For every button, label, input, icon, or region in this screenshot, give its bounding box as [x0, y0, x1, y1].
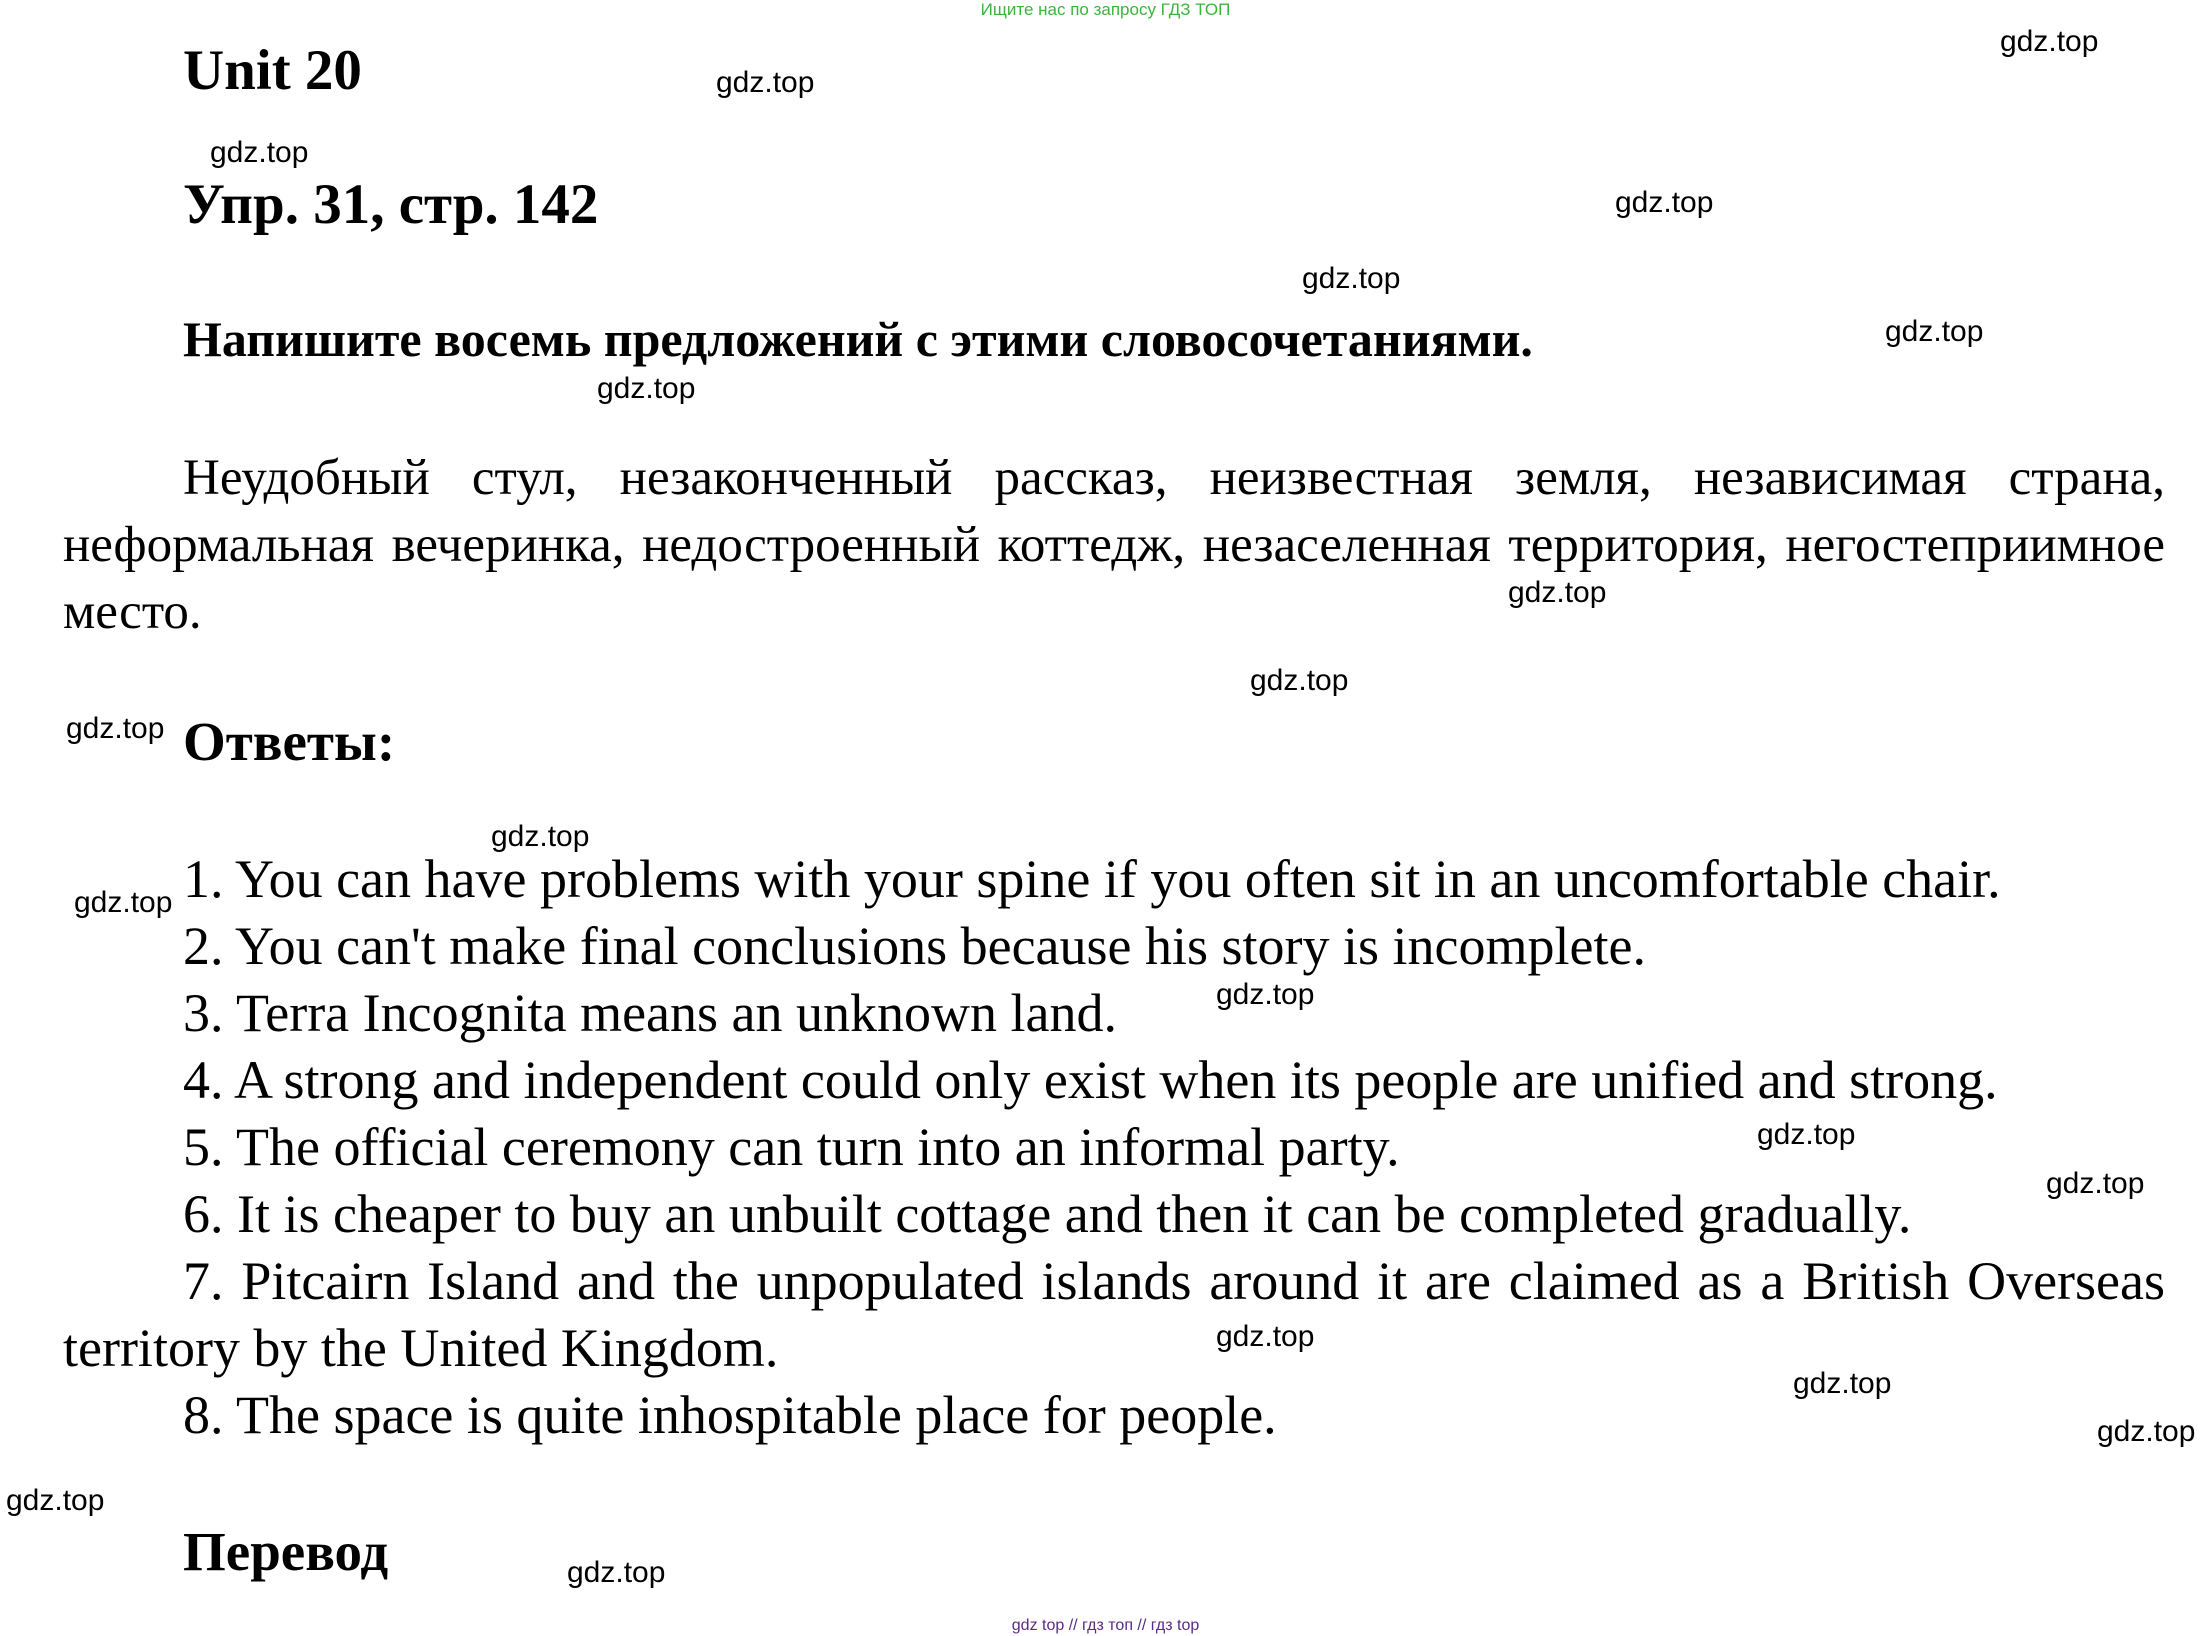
watermark: gdz.top [1250, 664, 1349, 697]
answers-title: Ответы: [183, 711, 396, 772]
watermark: gdz.top [1885, 315, 1984, 348]
answer-1: 1. You can have problems with your spine if you often sit in an uncomfortable chair. [183, 849, 2001, 909]
header-note: Ищите нас по запросу ГДЗ ТОП [980, 0, 1231, 19]
watermark: gdz.top [1508, 576, 1607, 609]
watermark: gdz.top [6, 1484, 105, 1517]
watermark: gdz.top [1793, 1367, 1892, 1400]
answer-7: 7. Pitcairn Island and the unpopulated islands around it are claimed as a British Overseas territory by the United Kingdom. [63, 1251, 2165, 1378]
watermark: gdz.top [74, 886, 173, 919]
answer-2: 2. You can't make final conclusions because his story is incomplete. [183, 916, 1646, 976]
watermark: gdz.top [1757, 1118, 1856, 1151]
watermark: gdz.top [716, 66, 815, 99]
answer-8: 8. The space is quite inhospitable place for people. [183, 1385, 1277, 1445]
answer-5: 5. The official ceremony can turn into an informal party. [183, 1117, 1400, 1177]
exercise-title: Упр. 31, стр. 142 [183, 173, 599, 236]
unit-title: Unit 20 [183, 39, 362, 102]
translation-title: Перевод [183, 1521, 389, 1582]
watermark: gdz.top [1216, 978, 1315, 1011]
task-body: Неудобный стул, незаконченный рассказ, неизвестная земля, независимая страна, неформальная вечеринка, недостроенный коттедж, незаселенная территория, негостеприимное место. [63, 450, 2165, 640]
watermark: gdz.top [567, 1556, 666, 1589]
watermark: gdz.top [210, 136, 309, 169]
watermark: gdz.top [2000, 25, 2099, 58]
watermark: gdz.top [66, 712, 165, 745]
watermark: gdz.top [1302, 262, 1401, 295]
watermark: gdz.top [2097, 1415, 2196, 1448]
answer-4: 4. A strong and independent could only exist when its people are unified and strong. [183, 1050, 1998, 1110]
watermark: gdz.top [1615, 186, 1714, 219]
watermark: gdz.top [1216, 1320, 1315, 1353]
task-title: Напишите восемь предложений с этими словосочетаниями. [183, 311, 1533, 367]
watermark: gdz.top [491, 820, 590, 853]
footer-note: gdz top // гдз топ // гдз top [1011, 1617, 1200, 1634]
answer-3: 3. Terra Incognita means an unknown land. [183, 983, 1117, 1043]
watermark: gdz.top [597, 372, 696, 405]
answer-6: 6. It is cheaper to buy an unbuilt cottage and then it can be completed gradually. [183, 1184, 1912, 1244]
watermark: gdz.top [2046, 1167, 2145, 1200]
